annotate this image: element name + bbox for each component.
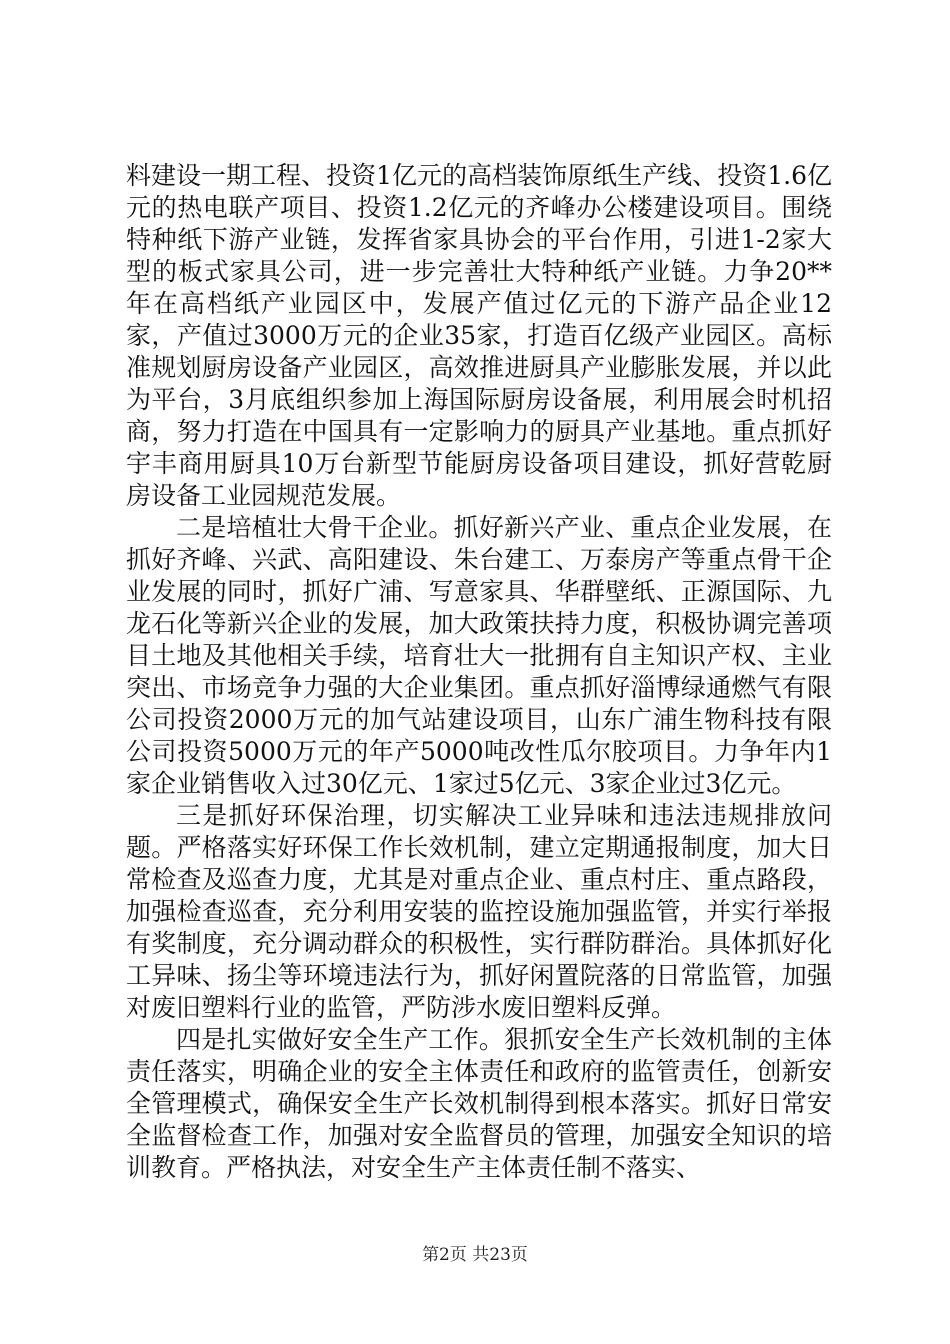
document-body [126,160,832,1184]
page-number-footer: 第2页 共23页 [422,1245,528,1265]
paragraph-4: 四是扎实做好安全生产工作。狠抓安全生产长效机制的主体责任落实，明确企业的安全主体责任和政府的监管责任，创新安全管理模式，确保安全生产长效机制得到根本落实。抓好日常安全监督检查工作，加强对安全监督员的管理，加强安全知识的培训教育。严格执法，对安全生产主体责任制不落实、 [126,1025,832,1182]
paragraph-3: 三是抓好环保治理，切实解决工业异味和违法违规排放问题。严格落实好环保工作长效机制，建立定期通报制度，加大日常检查及巡查力度，尤其是对重点企业、重点村庄、重点路段，加强检查巡查，充分利用安装的监控设施加强监管，并实行举报有奖制度，充分调动群众的积极性，实行群防群治。具体抓好化工异味、扬尘等环境违法行为，抓好闲置院落的日常监管，加强对废旧塑料行业的监管，严防涉水废旧塑料反弹。 [126,801,832,1022]
paragraph-2: 二是培植壮大骨干企业。抓好新兴产业、重点企业发展，在抓好齐峰、兴武、高阳建设、朱台建工、万泰房产等重点骨干企业发展的同时，抓好广浦、写意家具、华群壁纸、正源国际、九龙石化等新兴企业的发展，加大政策扶持力度，积极协调完善项目土地及其他相关手续，培育壮大一批拥有自主知识产权、主业突出、市场竞争力强的大企业集团。重点抓好淄博绿通燃气有限公司投资2000万元的加气站建设项目，山东广浦生物科技有限公司投资5000万元的年产5000吨改性瓜尔胶项目。力争年内1家企业销售收入过30亿元、1家过5亿元、3家企业过3亿元。 [126,513,832,798]
paragraph-1: 料建设一期工程、投资1亿元的高档装饰原纸生产线、投资1.6亿元的热电联产项目、投资1.2亿元的齐峰办公楼建设项目。围绕特种纸下游产业链，发挥省家具协会的平台作用，引进1-2家大型的板式家具公司，进一步完善壮大特种纸产业链。力争20**年在高档纸产业园区中，发展产值过亿元的下游产品企业12家，产值过3000万元的企业35家，打造百亿级产业园区。高标准规划厨房设备产业园区，高效推进厨具产业膨胀发展，并以此为平台，3月底组织参加上海国际厨房设备展，利用展会时机招商，努力打造在中国具有一定影响力的厨具产业基地。重点抓好宇丰商用厨具10万台新型节能厨房设备项目建设，抓好营乾厨房设备工业园规范发展。 [126,161,832,510]
